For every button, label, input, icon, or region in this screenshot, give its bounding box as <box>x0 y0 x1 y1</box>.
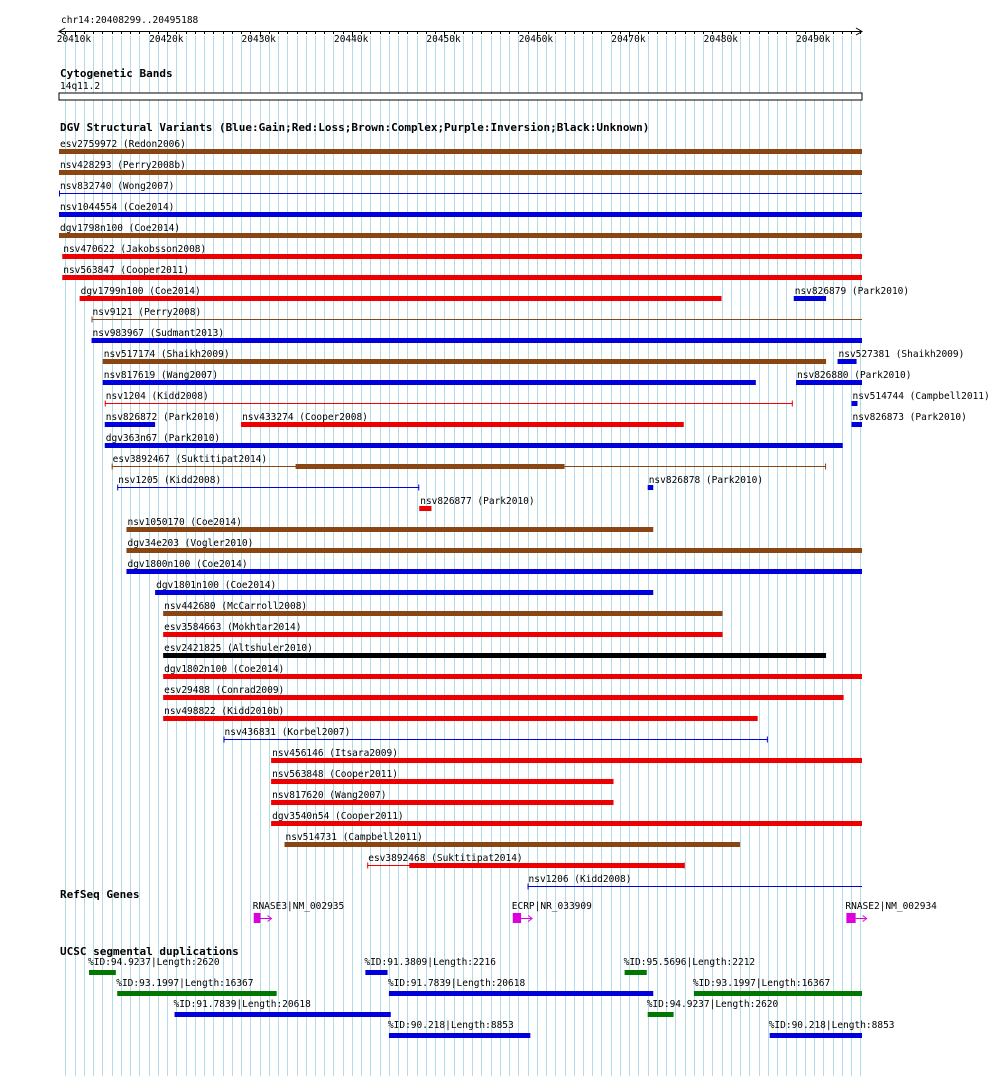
dgv-feature-label: nsv826878 (Park2010) <box>648 475 764 486</box>
dgv-feature-label: nsv436831 (Korbel2007) <box>224 727 351 738</box>
segdup-label: %ID:93.1997|Length:16367 <box>116 978 254 989</box>
segdup-track-title: UCSC segmental duplications <box>60 945 239 958</box>
dgv-feature-label: nsv826880 (Park2010) <box>797 370 912 381</box>
dgv-feature-label: nsv456146 (Itsara2009) <box>272 748 398 759</box>
dgv-feature-label: dgv1798n100 (Coe2014) <box>60 223 181 234</box>
dgv-feature-label: nsv442680 (McCarroll2008) <box>164 601 308 612</box>
dgv-feature-label: nsv514731 (Campbell2011) <box>285 832 423 843</box>
dgv-feature-label: nsv1206 (Kidd2008) <box>528 874 632 885</box>
dgv-feature-label: nsv983967 (Sudmant2013) <box>92 328 225 339</box>
gene-label: RNASE2|NM_002934 <box>845 901 937 912</box>
dgv-feature-label: dgv1800n100 (Coe2014) <box>127 559 248 570</box>
dgv-feature-label: nsv470622 (Jakobsson2008) <box>63 244 207 255</box>
ruler-tick-label: 20440k <box>333 34 369 45</box>
dgv-feature-label: esv2759972 (Redon2006) <box>60 139 186 150</box>
dgv-feature-label: nsv428293 (Perry2008b) <box>60 160 186 171</box>
ruler-tick-label: 20480k <box>703 34 738 45</box>
gene-label: RNASE3|NM_002935 <box>252 901 345 912</box>
dgv-feature-label: dgv1801n100 (Coe2014) <box>156 580 277 591</box>
cytoband-track-title: Cytogenetic Bands <box>60 67 173 80</box>
cytoband-label: 14q11.2 <box>60 81 101 92</box>
dgv-feature-label: nsv1044554 (Coe2014) <box>60 202 175 213</box>
dgv-feature-label: nsv563848 (Cooper2011) <box>272 769 398 780</box>
dgv-feature-label: nsv498822 (Kidd2010b) <box>164 706 285 717</box>
dgv-feature-label: nsv1205 (Kidd2008) <box>118 475 222 486</box>
dgv-feature-label: nsv1204 (Kidd2008) <box>105 391 209 402</box>
dgv-feature-label: nsv563847 (Cooper2011) <box>63 265 190 276</box>
dgv-feature-label: nsv527381 (Shaikh2009) <box>838 349 965 360</box>
dgv-track-title: DGV Structural Variants (Blue:Gain;Red:Loss;Brown:Complex;Purple:Inversion;Black:Unknown) <box>60 121 650 134</box>
ruler-tick-label: 20470k <box>611 34 646 45</box>
dgv-feature-label: nsv1050170 (Coe2014) <box>127 517 242 528</box>
segdup-label: %ID:91.3809|Length:2216 <box>364 957 496 968</box>
segdup-label: %ID:95.5696|Length:2212 <box>623 957 756 968</box>
dgv-feature-label: dgv3540n54 (Cooper2011) <box>272 811 404 822</box>
refseq-track-title: RefSeq Genes <box>60 888 140 901</box>
gene-label: ECRP|NR_033909 <box>511 901 592 912</box>
dgv-feature-label: nsv826877 (Park2010) <box>420 496 535 507</box>
dgv-feature-label: nsv817619 (Wang2007) <box>103 370 219 381</box>
segdup-label: %ID:94.9237|Length:2620 <box>646 999 779 1010</box>
dgv-feature-label: dgv363n67 (Park2010) <box>105 433 221 444</box>
dgv-feature-label: nsv826873 (Park2010) <box>852 412 967 423</box>
segdup-label: %ID:93.1997|Length:16367 <box>692 978 831 989</box>
ruler-tick-label: 20490k <box>796 34 831 45</box>
dgv-feature-label: nsv517174 (Shaikh2009) <box>103 349 230 360</box>
dgv-feature-label: dgv34e203 (Vogler2010) <box>127 538 254 549</box>
dgv-feature-label: esv29488 (Conrad2009) <box>164 685 285 696</box>
segdup-label: %ID:90.218|Length:8853 <box>387 1020 514 1031</box>
dgv-feature-label: dgv1802n100 (Coe2014) <box>164 664 285 675</box>
ruler-tick-label: 20460k <box>518 34 554 45</box>
region-label: chr14:20408299..20495188 <box>61 15 199 26</box>
dgv-feature-label: nsv514744 (Campbell2011) <box>852 391 990 402</box>
dgv-feature-label: nsv826879 (Park2010) <box>794 286 910 297</box>
ruler-tick-label: 20410k <box>56 34 92 45</box>
dgv-feature-label: nsv9121 (Perry2008) <box>92 307 202 318</box>
segdup-label: %ID:91.7839|Length:20618 <box>173 999 311 1010</box>
dgv-feature-label: nsv832740 (Wong2007) <box>60 181 175 192</box>
dgv-feature-label: dgv1799n100 (Coe2014) <box>80 286 201 297</box>
dgv-feature-label: nsv826872 (Park2010) <box>105 412 221 423</box>
ruler-tick-label: 20420k <box>149 34 184 45</box>
segdup-label: %ID:90.218|Length:8853 <box>768 1020 895 1031</box>
segdup-label: %ID:91.7839|Length:20618 <box>387 978 526 989</box>
ruler-tick-label: 20450k <box>426 34 461 45</box>
dgv-feature-label: esv3584663 (Mokhtar2014) <box>164 622 302 633</box>
dgv-feature-label: nsv433274 (Cooper2008) <box>242 412 368 423</box>
dgv-feature-label: nsv817620 (Wang2007) <box>272 790 387 801</box>
segdup-label: %ID:94.9237|Length:2620 <box>88 957 220 968</box>
dgv-feature-label: esv3892468 (Suktitipat2014) <box>368 853 523 864</box>
dgv-feature-label: esv3892467 (Suktitipat2014) <box>112 454 268 465</box>
dgv-feature-label: esv2421825 (Altshuler2010) <box>164 643 313 654</box>
ruler-tick-label: 20430k <box>241 34 276 45</box>
